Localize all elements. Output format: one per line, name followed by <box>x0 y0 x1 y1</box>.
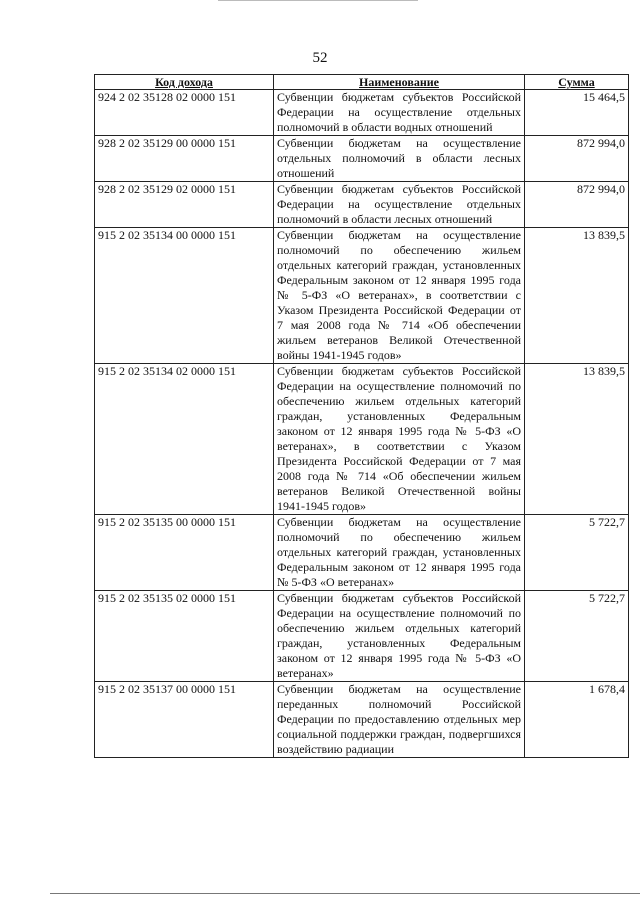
table-row <box>95 364 629 515</box>
row-sum: 872 994,0 <box>525 182 629 228</box>
row-name: Субвенции бюджетам субъектов Российской Федерации на осуществление отдельных полномочий в области водных отношений <box>274 90 525 136</box>
header-code: Код дохода <box>95 75 274 90</box>
row-code: 915 2 02 35134 00 0000 151 <box>95 228 274 364</box>
row-code: 915 2 02 35135 00 0000 151 <box>95 515 274 591</box>
table-header-row <box>95 75 629 90</box>
scan-fold-line <box>50 893 640 894</box>
row-sum: 13 839,5 <box>525 228 629 364</box>
row-sum: 13 839,5 <box>525 364 629 515</box>
table-row <box>95 515 629 591</box>
row-name: Субвенции бюджетам на осуществление отдельных полномочий в области лесных отношений <box>274 136 525 182</box>
row-name: Субвенции бюджетам субъектов Российской Федерации на осуществление отдельных полномочий в области лесных отношений <box>274 182 525 228</box>
row-code: 915 2 02 35135 02 0000 151 <box>95 591 274 682</box>
row-sum: 15 464,5 <box>525 90 629 136</box>
row-sum: 1 678,4 <box>525 682 629 758</box>
scan-top-mark <box>218 0 418 1</box>
row-sum: 872 994,0 <box>525 136 629 182</box>
row-name: Субвенции бюджетам на осуществление переданных полномочий Российской Федерации по предоставлению отдельных мер социальной поддержки граждан, подвергшихся воздействию радиации <box>274 682 525 758</box>
row-code: 928 2 02 35129 02 0000 151 <box>95 182 274 228</box>
row-code: 924 2 02 35128 02 0000 151 <box>95 90 274 136</box>
row-code: 915 2 02 35137 00 0000 151 <box>95 682 274 758</box>
row-sum: 5 722,7 <box>525 515 629 591</box>
table-row <box>95 682 629 758</box>
page-number: 52 <box>312 50 328 66</box>
table-row <box>95 136 629 182</box>
table-row <box>95 182 629 228</box>
table-row <box>95 591 629 682</box>
row-sum: 5 722,7 <box>525 591 629 682</box>
income-table <box>94 74 629 758</box>
row-name: Субвенции бюджетам субъектов Российской Федерации на осуществление полномочий по обеспечению жильем отдельных категорий граждан, установленных Федеральным законом от 12 января 1995 года № 5-ФЗ «О ветеранах» <box>274 591 525 682</box>
header-name: Наименование <box>274 75 525 90</box>
row-name: Субвенции бюджетам субъектов Российской Федерации на осуществление полномочий по обеспечению жильем отдельных категорий граждан, установленных Федеральным законом от 12 января 1995 года № 5-ФЗ «О ветеранах», в соответствии с Указом Президента Российской Федерации от 7 мая 2008 года № 714 «Об обеспечении жильем ветеранов Великой Отечественной войны 1941-1945 годов» <box>274 364 525 515</box>
table-row <box>95 90 629 136</box>
header-sum: Сумма <box>525 75 629 90</box>
table-row <box>95 228 629 364</box>
row-name: Субвенции бюджетам на осуществление полномочий по обеспечению жильем отдельных категорий граждан, установленных Федеральным законом от 12 января 1995 года № 5-ФЗ «О ветеранах», в соответствии с Указом Президента Российской Федерации от 7 мая 2008 года № 714 «Об обеспечении жильем ветеранов Великой Отечественной войны 1941-1945 годов» <box>274 228 525 364</box>
row-name: Субвенции бюджетам на осуществление полномочий по обеспечению жильем отдельных категорий граждан, установленных Федеральным законом от 12 января 1995 года № 5-ФЗ «О ветеранах» <box>274 515 525 591</box>
row-code: 928 2 02 35129 00 0000 151 <box>95 136 274 182</box>
row-code: 915 2 02 35134 02 0000 151 <box>95 364 274 515</box>
